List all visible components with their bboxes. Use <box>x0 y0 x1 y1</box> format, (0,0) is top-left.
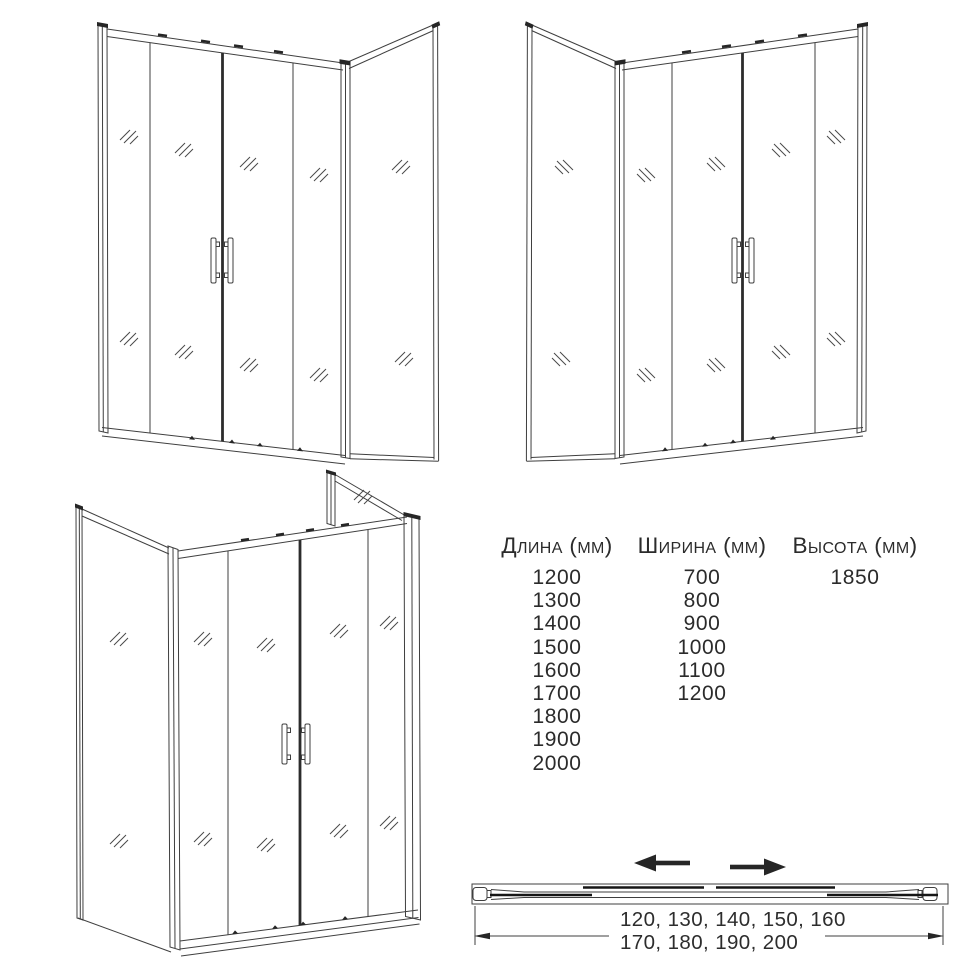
glass-reflection-marks <box>120 130 413 382</box>
dimension-arrow-left-icon <box>474 933 490 939</box>
length-value: 1300 <box>532 589 582 613</box>
length-value: 1200 <box>532 566 582 589</box>
track-dimension-labels <box>620 908 846 954</box>
glass-reflection-marks <box>110 490 398 852</box>
arrow-left-icon <box>634 855 656 872</box>
roller-and-guide-marks <box>97 21 440 451</box>
width-values <box>632 566 772 705</box>
door-panels-top-view <box>490 888 938 896</box>
dimension-arrow-right-icon <box>928 933 944 939</box>
dimension-label-line2: 170, 180, 190, 200 <box>620 931 799 954</box>
arrow-right-icon <box>764 859 786 876</box>
arrow-left-shaft <box>656 861 690 866</box>
length-value: 1400 <box>532 612 582 636</box>
width-header: Ширина (мм) <box>637 533 767 558</box>
width-value: 900 <box>683 612 721 636</box>
shower-enclosure-drawing-perspective-view <box>42 460 442 962</box>
width-value: 700 <box>683 566 721 589</box>
door-handles <box>282 724 310 764</box>
length-value: 1700 <box>532 682 582 706</box>
length-header: Длина (мм) <box>501 533 613 558</box>
length-value: 1800 <box>532 705 582 729</box>
slide-direction-arrows <box>634 855 786 876</box>
enclosure-frame-and-glass <box>98 24 439 465</box>
enclosure-frame-and-glass <box>526 24 867 465</box>
shower-enclosure-drawing-front-left-view <box>92 12 442 470</box>
width-value: 1000 <box>677 635 727 659</box>
width-column <box>632 533 772 705</box>
roller-and-guide-marks <box>525 21 868 451</box>
length-column <box>487 533 627 775</box>
roller-and-guide-marks <box>75 470 421 935</box>
width-value: 800 <box>683 589 721 613</box>
arrow-right-shaft <box>730 865 764 870</box>
width-value: 1100 <box>678 658 726 682</box>
height-header: Высота (мм) <box>792 533 918 558</box>
height-column <box>785 533 925 589</box>
height-values <box>785 566 925 589</box>
length-values <box>487 566 627 775</box>
enclosure-frame-and-glass <box>76 472 421 956</box>
width-value: 1200 <box>677 682 727 706</box>
dimension-label-line1: 120, 130, 140, 150, 160 <box>620 908 846 931</box>
glass-reflection-marks <box>552 130 845 382</box>
length-value: 1900 <box>532 728 582 752</box>
shower-enclosure-drawing-front-right-view <box>523 12 873 470</box>
length-value: 1600 <box>532 658 582 682</box>
length-value: 1500 <box>532 635 582 659</box>
length-value: 2000 <box>532 751 582 775</box>
height-value: 1850 <box>830 566 880 589</box>
